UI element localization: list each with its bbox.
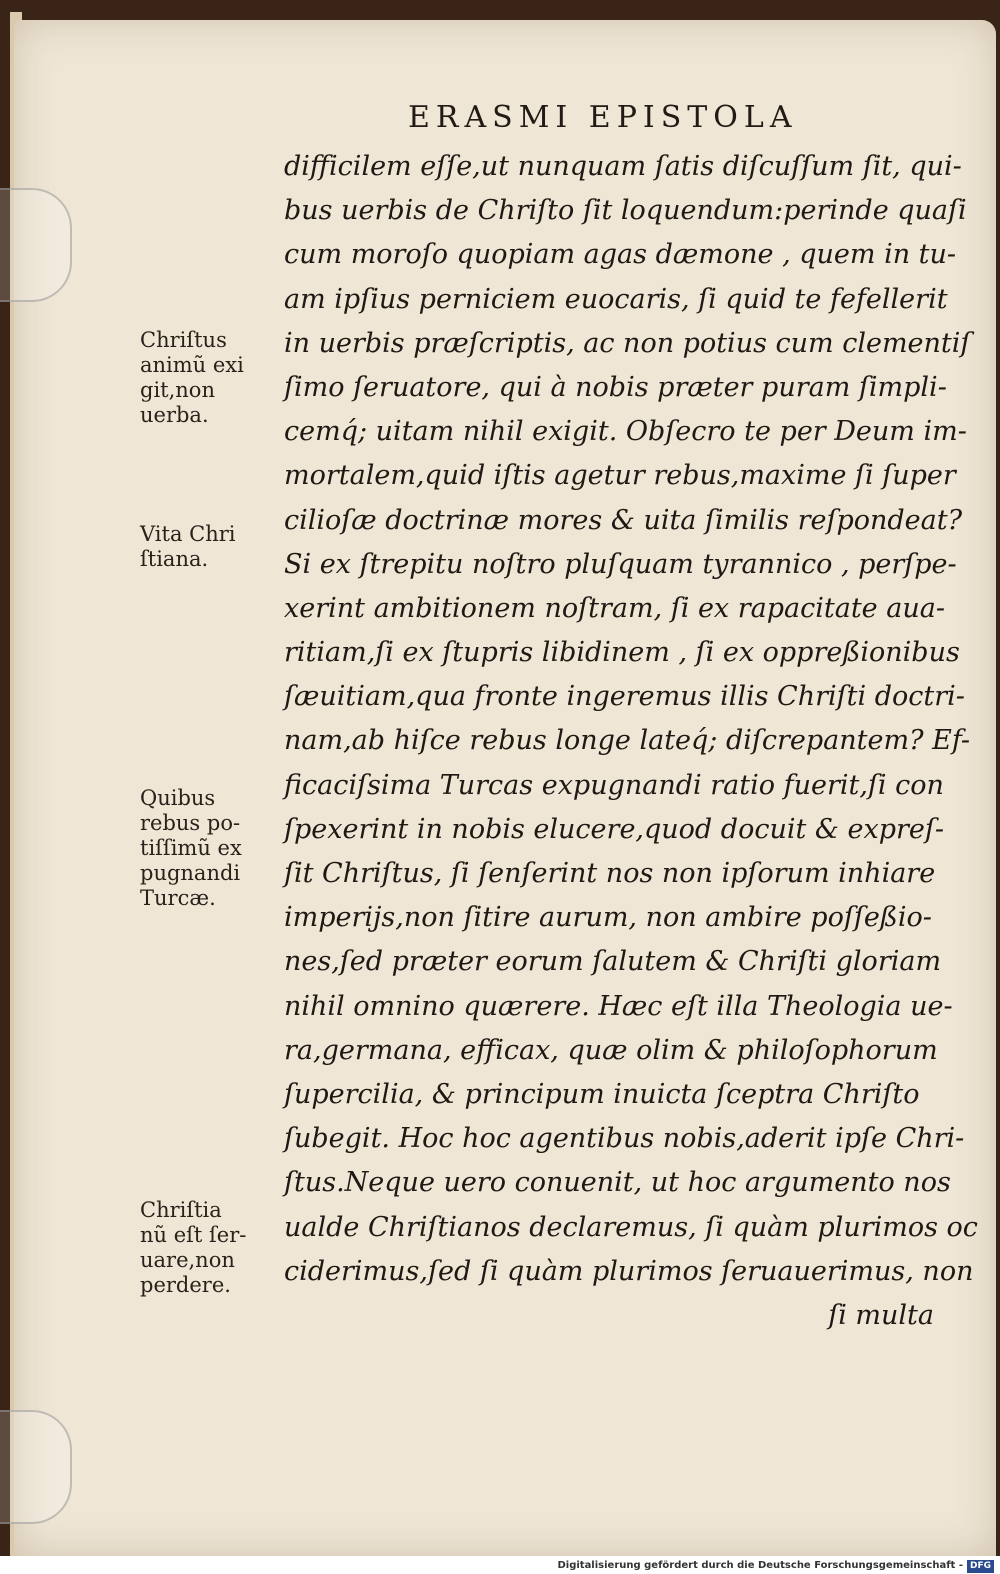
margin-note-vita [140,522,280,572]
text-line: xerint ambitionem noſtram, ſi ex rapacitate aua- [284,592,945,624]
margin-note-line: perdere. [140,1273,231,1297]
running-title: ERASMI EPISTOLA [408,100,798,135]
digitization-credit [557,1558,994,1574]
catchword-line: ſi multa [828,1299,934,1331]
margin-note-line: animũ exi [140,353,244,377]
text-line: in uerbis præſcriptis, ac non potius cum clementiſ [284,327,971,359]
text-line: Si ex ſtrepitu noſtro pluſquam tyrannico , perſpe- [284,548,957,580]
text-line: ſtus.Neque uero conuenit, ut hoc argumento nos [284,1167,951,1199]
text-line: ra,germana, efficax, quæ olim & philoſophorum [284,1034,938,1066]
margin-note-line: Quibus [140,786,216,810]
margin-note-line: nũ eſt ſer- [140,1223,247,1247]
page-clip-bottom [0,1410,72,1524]
credit-text: Digitalisierung gefördert durch die Deutsche Forschungsgemeinschaft - [557,1560,963,1571]
margin-note-line: Vita Chri [140,522,236,546]
text-line: ſit Chriſtus, ſi ſenſerint nos non ipſorum inhiare [284,858,936,889]
text-line: ualde Chriſtianos declaremus, ſi quàm plurimos oc [284,1211,978,1243]
text-line: mortalem,quid iſtis agetur rebus,maxime ſi ſuper [284,460,956,492]
margin-note-line: git,non [140,378,215,402]
dfg-logo: DFG [967,1560,994,1573]
margin-note-line: Chriſtia [140,1198,222,1222]
text-line: imperijs,non ſitire aurum, non ambire poſſeßio- [284,902,932,934]
margin-note-christus [140,328,280,428]
page-clip-top [0,188,72,302]
margin-note-line: uerba. [140,403,209,427]
margin-note-line: rebus po- [140,811,241,835]
text-line: ſupercilia, & principum inuicta ſceptra Chriſto [284,1078,920,1110]
margin-note-line: Chriſtus [140,328,227,352]
margin-note-line: tiſſimũ ex [140,836,242,860]
text-line: ſimo ſeruatore, qui à nobis præter puram ſimpli- [284,371,947,403]
margin-note-line: uare,non [140,1248,235,1272]
text-line: ſpexerint in nobis elucere,quod docuit & expreſ- [284,813,945,845]
body-text [284,145,978,1338]
text-line: nam,ab hiſce rebus longe lateq́; diſcrepantem? Ef- [284,725,971,757]
margin-note-christiana [140,1198,280,1298]
text-line: cilioſæ doctrinæ mores & uita ſimilis reſpondeat? [284,504,963,536]
text-line: bus uerbis de Chriſto ſit loquendum:perinde quaſi [284,195,967,227]
text-line: ciderimus,ſed ſi quàm plurimos ſeruauerimus, non [284,1255,974,1287]
text-line: am ipſius perniciem euocaris, ſi quid te fefellerit [284,283,948,315]
margin-note-line: ſtiana. [140,547,209,571]
text-line: nihil omnino quærere. Hæc eſt illa Theologia ue- [284,990,953,1022]
text-line: nes,ſed præter eorum ſalutem & Chriſti gloriam [284,946,942,978]
text-line: cemq́; uitam nihil exigit. Obſecro te per Deum im- [284,416,967,448]
text-line: ritiam,ſi ex ſtupris libidinem , ſi ex oppreßionibus [284,637,960,669]
text-line: cum moroſo quopiam agas dæmone , quem in tu- [284,239,957,271]
text-line: ficaciſsima Turcas expugnandi ratio fuerit,ſi con [284,769,944,801]
margin-note-quibus [140,786,280,911]
margin-note-line: Turcæ. [140,886,216,910]
text-line: ſæuitiam,qua fronte ingeremus illis Chriſti doctri- [284,681,965,713]
text-line: ſubegit. Hoc hoc agentibus nobis,aderit ipſe Chri- [284,1123,965,1155]
text-line: difficilem eſſe,ut nunquam ſatis diſcuſſum ſit, qui- [284,151,962,182]
margin-note-line: pugnandi [140,861,241,885]
